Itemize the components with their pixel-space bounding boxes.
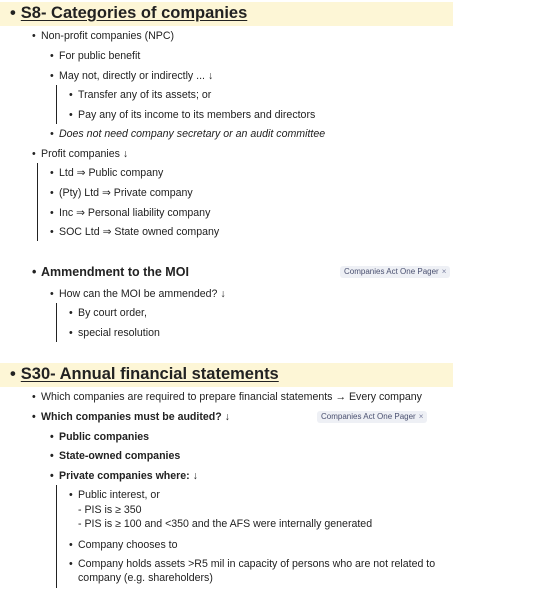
private-public-interest[interactable]: • Public interest, or [78,488,160,502]
s30-prepare[interactable]: • Which companies are required to prepare financial statements → Every company [41,390,422,404]
tag-close-icon[interactable]: × [418,412,424,421]
s30-heading-text: S30- Annual financial statements [20,365,279,383]
profit-soc-ltd[interactable]: • SOC Ltd ⇒ State owned company [59,225,219,239]
npc-item[interactable]: • Non-profit companies (NPC) [41,29,174,43]
moi-heading[interactable]: • Ammendment to the MOI [41,264,189,280]
moi-question[interactable]: • How can the MOI be ammended? ↓ [59,287,226,301]
s8-heading-text: S8- Categories of companies [20,4,248,22]
private-pis-100: - PIS is ≥ 100 and <350 and the AFS were internally generated [78,518,373,530]
profit-companies-item[interactable]: • Profit companies ↓ [41,147,128,161]
moi-special-resolution[interactable]: • special resolution [78,326,160,340]
tag-close-icon[interactable]: × [441,267,447,276]
s30-private-companies[interactable]: • Private companies where: ↓ [59,469,198,483]
npc-transfer-assets[interactable]: • Transfer any of its assets; or [78,88,211,102]
private-holds-assets-cont: company (e.g. shareholders) [78,572,213,584]
s30-tag-label: Companies Act One Pager [321,412,416,421]
heading-bullet-icon: • [10,365,16,383]
heading-bullet-icon: • [10,4,16,22]
s30-state-owned[interactable]: • State-owned companies [59,449,180,463]
npc-no-secretary[interactable]: • Does not need company secretary or an audit committee [59,127,325,141]
moi-court-order[interactable]: • By court order, [78,306,147,320]
npc-may-not-guide [56,85,57,124]
s30-private-guide [56,485,57,588]
npc-may-not[interactable]: • May not, directly or indirectly ... ↓ [59,69,213,83]
private-pis-350: - PIS is ≥ 350 [78,504,142,516]
moi-question-guide [56,303,57,342]
npc-public-benefit[interactable]: • For public benefit [59,49,140,63]
profit-pty-ltd[interactable]: • (Pty) Ltd ⇒ Private company [59,186,193,200]
npc-pay-income[interactable]: • Pay any of its income to its members and directors [78,108,315,122]
s30-public-companies[interactable]: • Public companies [59,430,149,444]
s8-heading[interactable] [10,4,247,23]
s30-tag[interactable] [317,411,427,423]
profit-companies-guide [37,163,38,241]
moi-tag[interactable] [340,266,450,278]
profit-inc[interactable]: • Inc ⇒ Personal liability company [59,206,210,220]
s30-audited-question[interactable]: • Which companies must be audited? ↓ [41,410,230,424]
profit-ltd[interactable]: • Ltd ⇒ Public company [59,166,163,180]
private-holds-assets[interactable]: • Company holds assets >R5 mil in capacity of persons who are not related to [78,557,435,571]
private-chooses[interactable]: • Company chooses to [78,538,178,552]
moi-tag-label: Companies Act One Pager [344,267,439,276]
s30-heading[interactable] [10,365,279,384]
